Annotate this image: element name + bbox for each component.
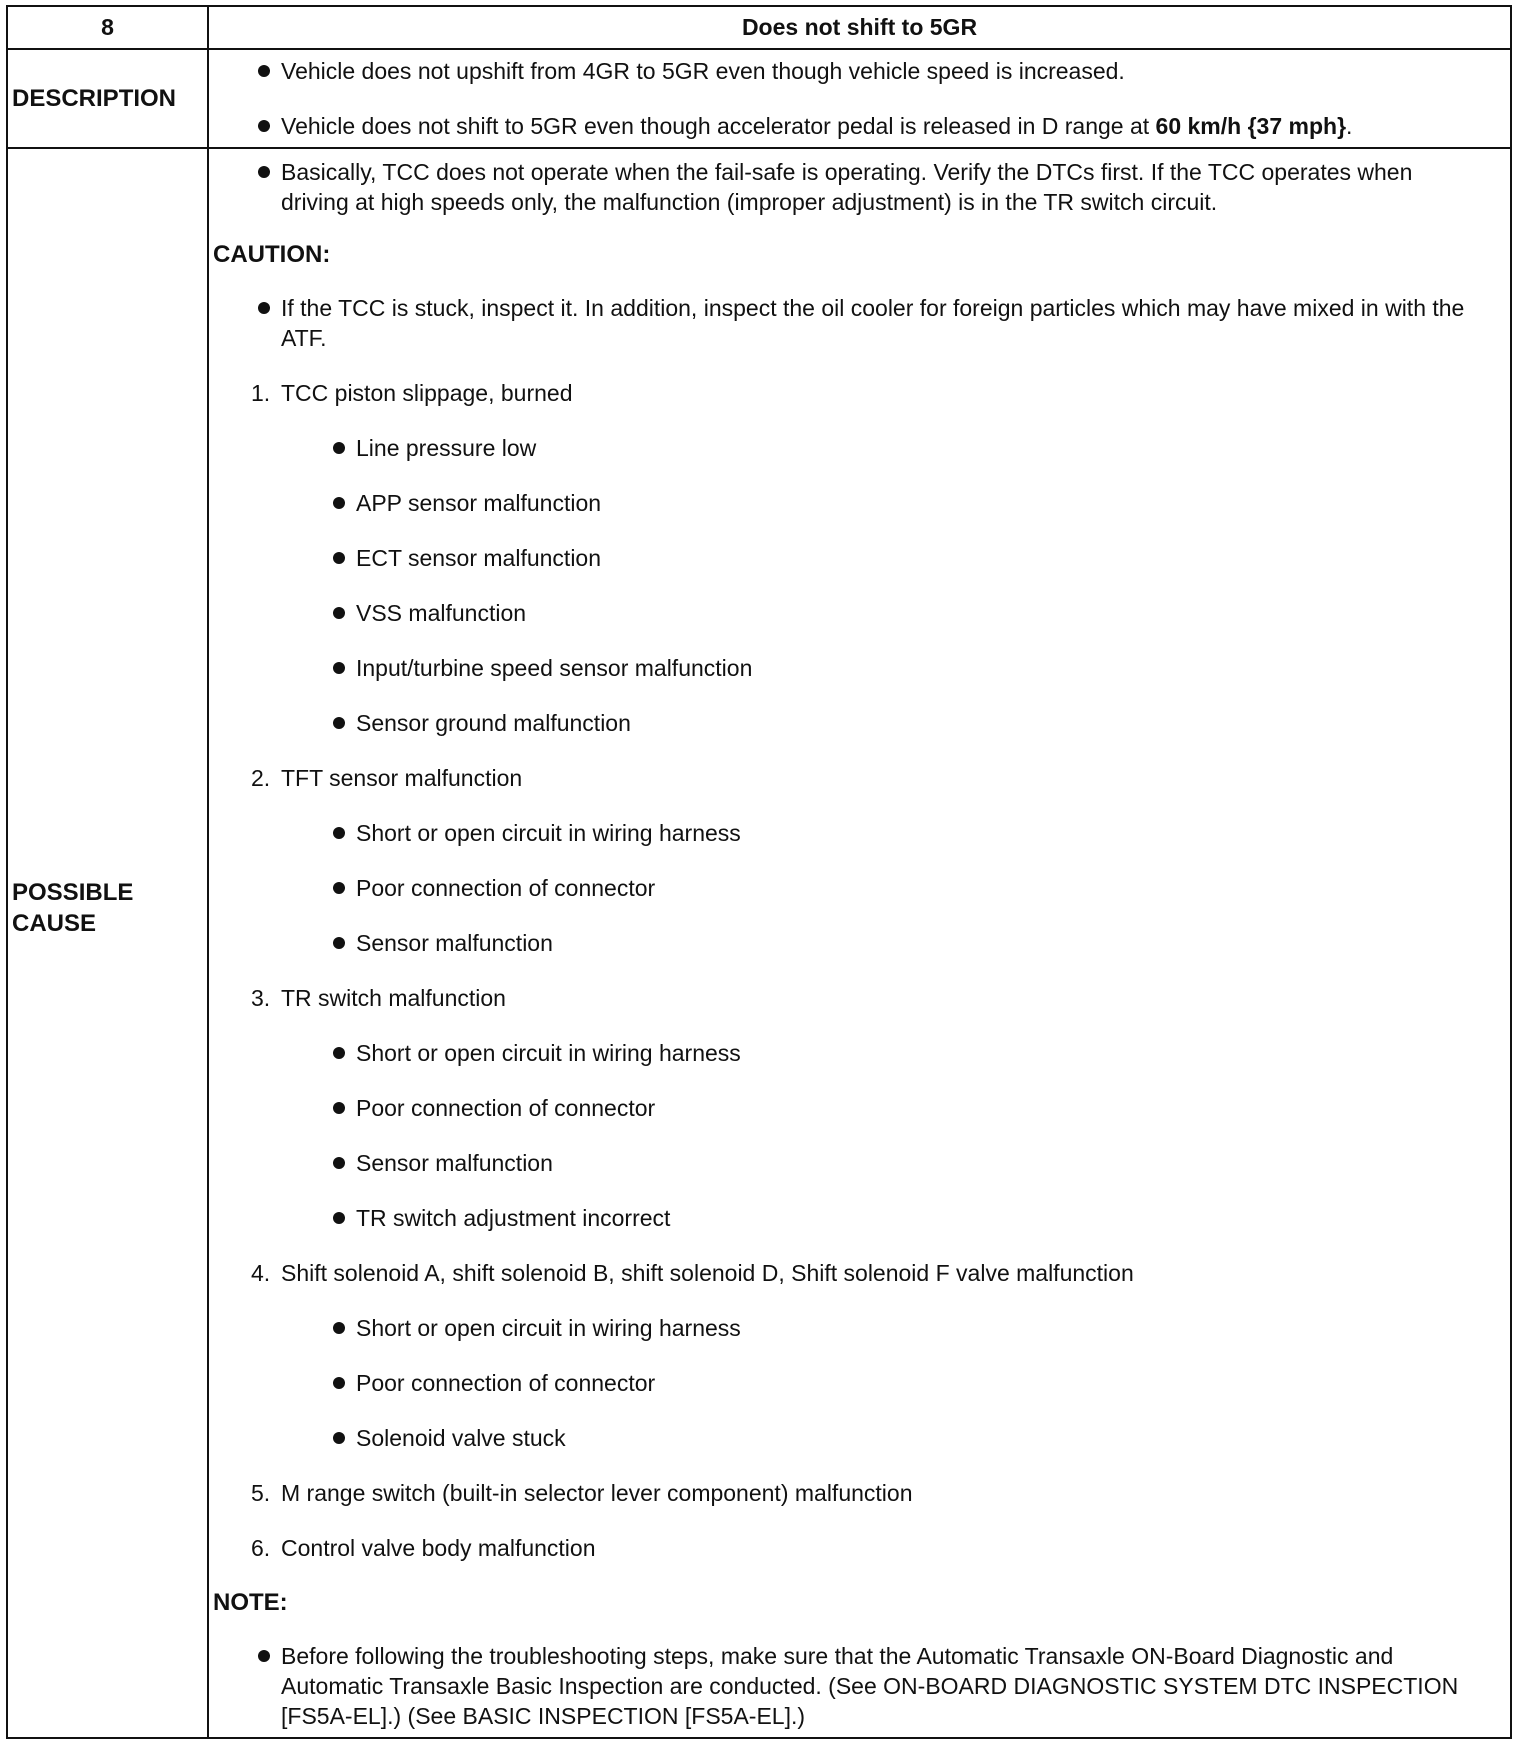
symptom-title: Does not shift to 5GR [208,6,1511,49]
cause-sub-item: Short or open circuit in wiring harness [213,1038,1470,1068]
cause-sub-item: Line pressure low [213,433,1470,463]
cause-sub-item: Short or open circuit in wiring harness [213,818,1470,848]
cause-sub-item: Input/turbine speed sensor malfunction [213,653,1470,683]
cause-number: 3. [251,985,271,1011]
note-item: Before following the troubleshooting steps, make sure that the Automatic Transaxle ON-Board Diagnostic and Automatic Transaxle Basic Inspection are conducted. (See ON-BOARD DIAGNOSTIC SYSTEM DTC INSPECTION [FS5A-EL].) (See BASIC INSPECTION [FS5A-EL].) [213,1641,1470,1731]
cause-sub-item: Sensor ground malfunction [213,708,1470,738]
cause-text: Shift solenoid A, shift solenoid B, shift solenoid D, Shift solenoid F valve malfunction [281,1260,1134,1286]
cause-sub-item: Short or open circuit in wiring harness [213,1313,1470,1343]
cause-sub-item: Poor connection of connector [213,1368,1470,1398]
cause-number: 5. [251,1480,271,1506]
intro-item: Basically, TCC does not operate when the fail-safe is operating. Verify the DTCs first. If the TCC operates when driving at high speeds only, the malfunction (improper adjustment) is in the TR switch circuit. [213,157,1470,217]
description-content [208,49,1511,148]
cause-item [213,1533,1470,1563]
description-row [7,49,1511,148]
cause-number: 2. [251,765,271,791]
cause-item [213,378,1470,408]
cause-text: Control valve body malfunction [281,1535,596,1561]
cause-sub-item: TR switch adjustment incorrect [213,1203,1470,1233]
cause-text: TFT sensor malfunction [281,765,523,791]
description-item-end: . [1346,113,1353,139]
description-item-text: Vehicle does not shift to 5GR even though accelerator pedal is released in D range at [281,113,1156,139]
description-item [213,111,1470,141]
cause-sub-item: Poor connection of connector [213,873,1470,903]
cause-number: 4. [251,1260,271,1286]
cause-sub-item: Poor connection of connector [213,1093,1470,1123]
description-label: DESCRIPTION [7,49,208,148]
step-number: 8 [7,6,208,49]
speed-value: 60 km/h {37 mph} [1155,113,1347,139]
possible-cause-row [7,148,1511,1738]
cause-number: 1. [251,380,271,406]
possible-cause-label [7,148,208,1738]
troubleshooting-table [6,5,1512,1739]
header-row [7,6,1511,49]
caution-item: If the TCC is stuck, inspect it. In addition, inspect the oil cooler for foreign particles which may have mixed in with the ATF. [213,293,1470,353]
cause-sub-item: Solenoid valve stuck [213,1423,1470,1453]
possible-cause-label-line: POSSIBLE [12,879,134,906]
cause-number: 6. [251,1535,271,1561]
note-heading: NOTE: [213,1589,288,1616]
description-item: Vehicle does not upshift from 4GR to 5GR even though vehicle speed is increased. [213,56,1470,86]
cause-sub-item: Sensor malfunction [213,1148,1470,1178]
cause-sub-item: ECT sensor malfunction [213,543,1470,573]
caution-heading: CAUTION: [213,241,331,268]
cause-item [213,1258,1470,1288]
cause-text: TR switch malfunction [281,985,506,1011]
cause-text: M range switch (built-in selector lever component) malfunction [281,1480,913,1506]
causes-list [213,378,1470,1563]
cause-item [213,763,1470,793]
cause-sub-item: Sensor malfunction [213,928,1470,958]
cause-sub-item: VSS malfunction [213,598,1470,628]
cause-item [213,1478,1470,1508]
cause-sub-item: APP sensor malfunction [213,488,1470,518]
cause-item [213,983,1470,1013]
cause-text: TCC piston slippage, burned [281,380,573,406]
possible-cause-label-line: CAUSE [12,910,97,937]
possible-cause-content [208,148,1511,1738]
